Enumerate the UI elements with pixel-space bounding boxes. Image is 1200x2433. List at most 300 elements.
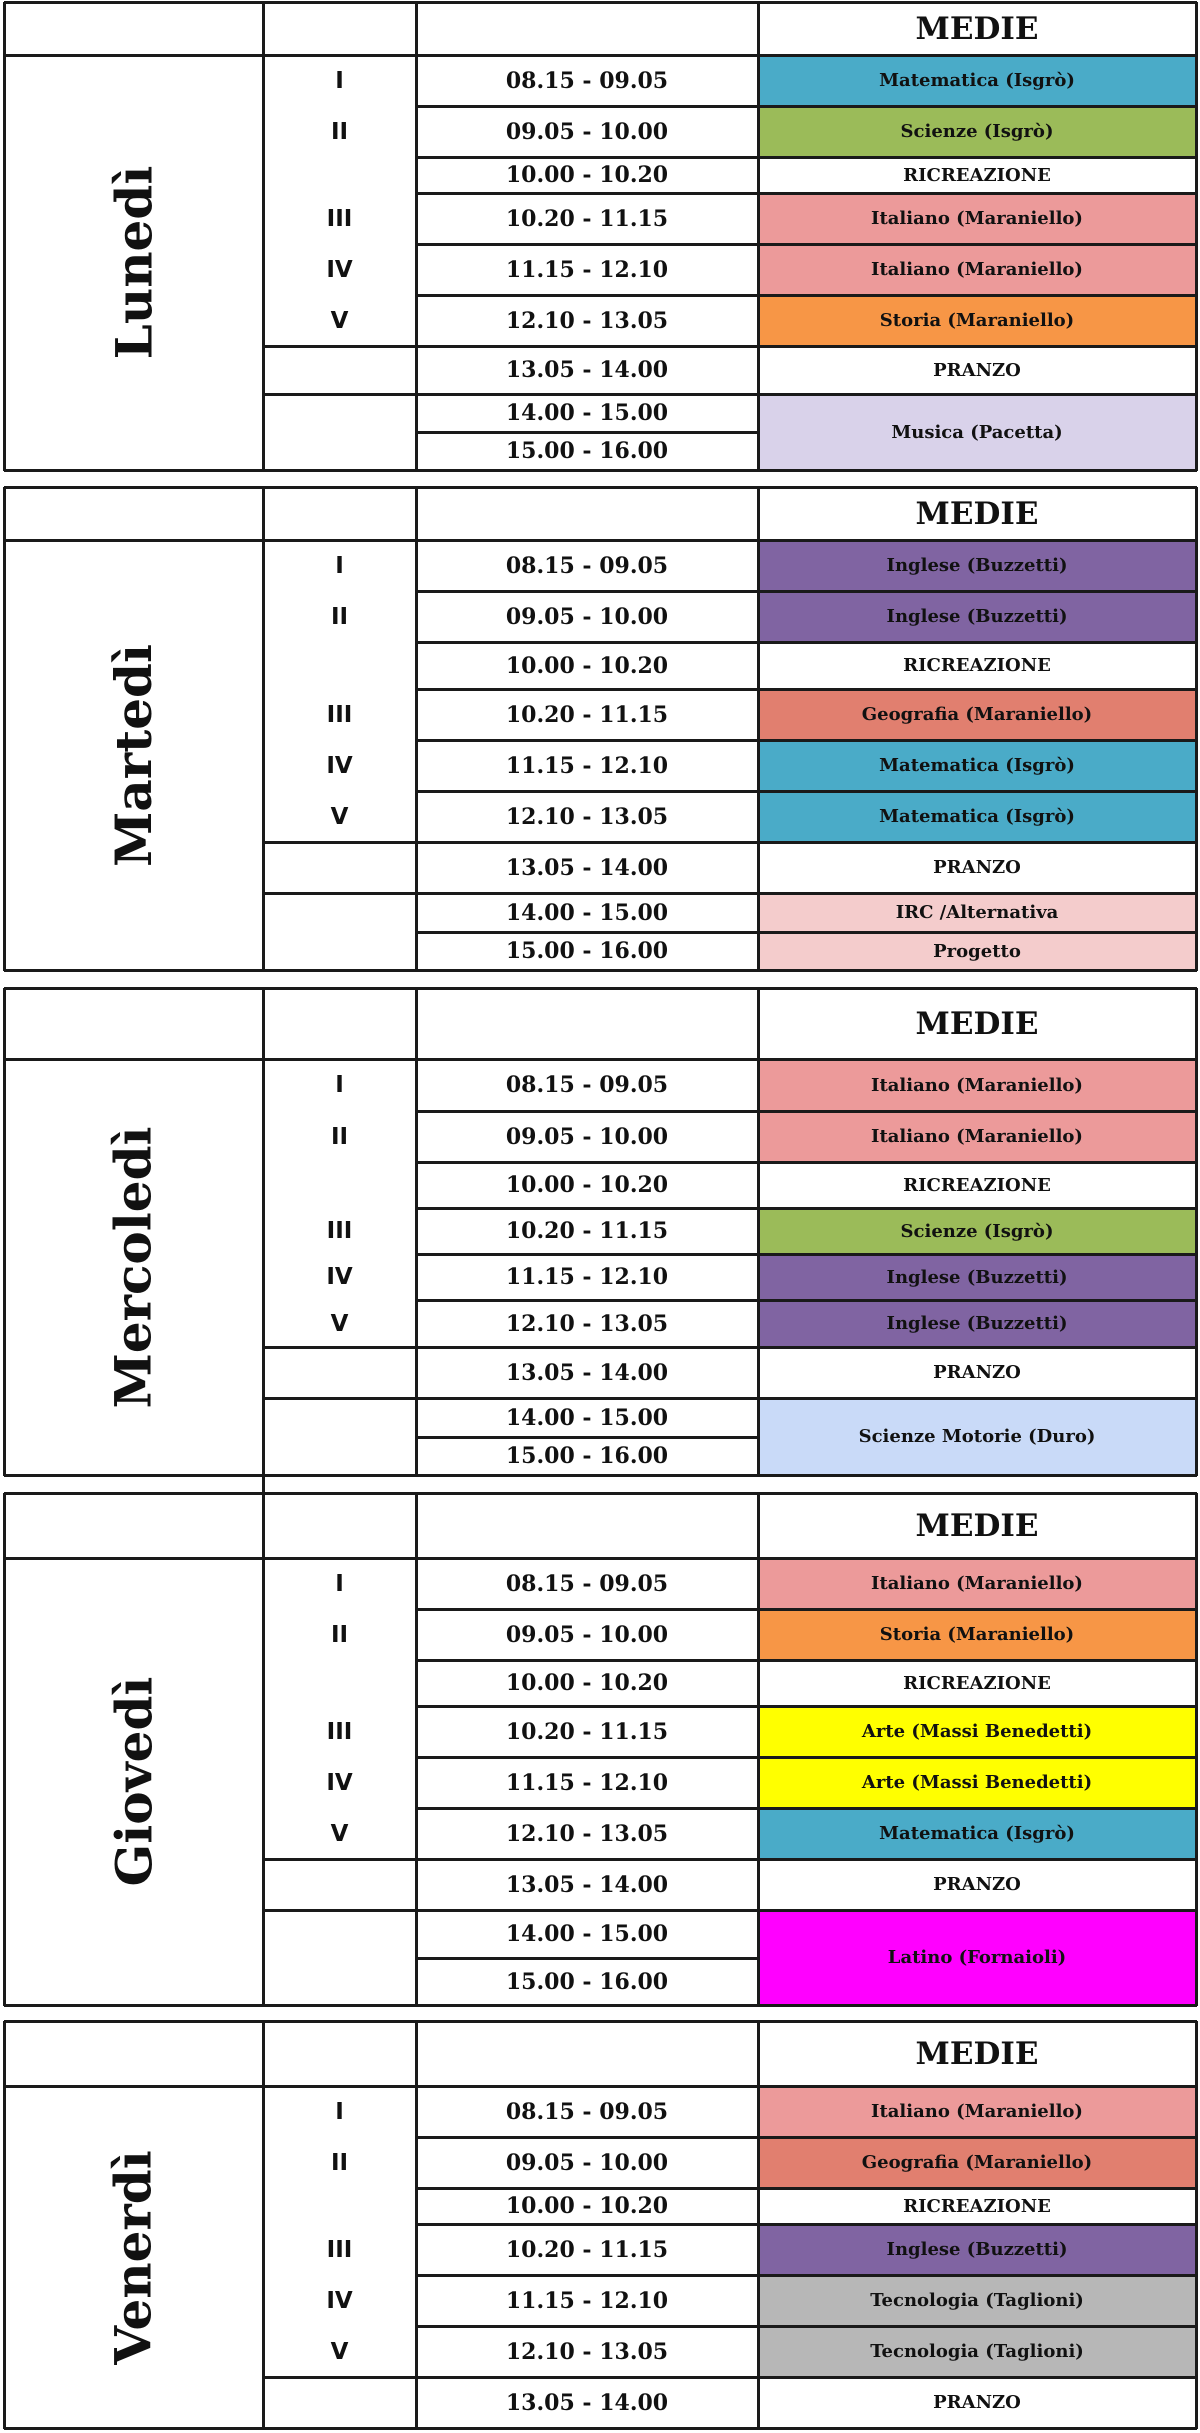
period-label: III	[326, 1218, 353, 1244]
subject-label: Arte (Massi Benedetti)	[861, 1721, 1093, 1742]
time-cell	[416, 791, 758, 842]
time-label: 14.00 - 15.00	[505, 400, 669, 426]
grid-line	[758, 931, 1197, 934]
subject-label: Scienze (Isgrò)	[900, 121, 1054, 142]
time-label: 13.05 - 14.00	[505, 854, 669, 881]
period-cell	[263, 2326, 416, 2377]
grid-line	[4, 1058, 1197, 1061]
grid-line	[262, 2021, 265, 2429]
subject-cell	[758, 193, 1196, 244]
medie-header-label: MEDIE	[915, 10, 1039, 47]
grid-line	[416, 688, 759, 691]
grid-line	[1195, 487, 1198, 971]
subject-label: RICREAZIONE	[903, 2195, 1051, 2217]
time-cell	[416, 689, 758, 740]
grid-line	[263, 345, 417, 348]
period-label: V	[330, 1820, 349, 1847]
grid-line	[263, 1909, 417, 1912]
subject-label: Matematica (Isgrò)	[879, 70, 1075, 91]
grid-line	[416, 431, 759, 434]
grid-line	[758, 1397, 1197, 1400]
grid-line	[758, 1207, 1197, 1210]
time-cell	[416, 1609, 758, 1660]
subject-label: Tecnologia (Taglioni)	[870, 2290, 1084, 2311]
day-name: Lunedì	[103, 165, 163, 360]
subject-cell	[758, 2188, 1196, 2224]
grid-line	[4, 987, 1197, 990]
period-label: III	[326, 701, 353, 728]
period-label: V	[330, 803, 349, 830]
time-cell	[416, 740, 758, 791]
grid-line	[4, 1557, 1197, 1560]
subject-label: Italiano (Maraniello)	[871, 259, 1083, 280]
subject-label: PRANZO	[933, 2392, 1021, 2413]
grid-line	[263, 1346, 417, 1349]
subject-cell	[758, 1609, 1196, 1660]
grid-line	[758, 2223, 1197, 2226]
grid-line	[758, 1608, 1197, 1611]
period-label: II	[330, 603, 349, 630]
time-label: 13.05 - 14.00	[505, 357, 669, 383]
grid-line	[416, 1807, 759, 1810]
time-cell	[416, 591, 758, 642]
time-label: 09.05 - 10.00	[505, 1621, 669, 1648]
day-name: Giovedì	[104, 1676, 163, 1887]
subject-label: Musica (Pacetta)	[891, 421, 1063, 443]
subject-label: Inglese (Buzzetti)	[886, 1266, 1068, 1288]
grid-line	[758, 192, 1197, 195]
subject-label: Geografia (Maraniello)	[861, 704, 1093, 725]
grid-line	[416, 1110, 759, 1113]
subject-cell	[758, 2377, 1196, 2428]
grid-line	[416, 2223, 759, 2226]
grid-line	[4, 469, 1197, 472]
period-cell	[263, 1706, 416, 1757]
medie-header	[758, 988, 1196, 1059]
subject-label: Inglese (Buzzetti)	[886, 555, 1068, 576]
time-label: 12.10 - 13.05	[505, 2338, 669, 2365]
period-label: V	[330, 2338, 349, 2365]
subject-label: Matematica (Isgrò)	[879, 1823, 1075, 1844]
grid-line	[758, 1909, 1197, 1912]
subject-label: Inglese (Buzzetti)	[886, 606, 1068, 627]
subject-cell	[758, 1660, 1196, 1706]
period-label: V	[330, 307, 349, 334]
subject-cell	[758, 591, 1196, 642]
time-label: 11.15 - 12.10	[505, 1264, 669, 1290]
grid-line	[416, 892, 759, 895]
grid-line	[416, 393, 759, 396]
grid-line	[416, 841, 759, 844]
medie-header	[758, 487, 1196, 540]
subject-cell	[758, 642, 1196, 689]
period-label: I	[335, 67, 344, 94]
time-cell	[416, 106, 758, 157]
period-label: IV	[326, 1769, 353, 1796]
grid-line	[4, 1, 1197, 4]
grid-line	[416, 243, 759, 246]
period-cell	[263, 244, 416, 295]
period-cell	[263, 1059, 416, 1111]
time-cell	[416, 893, 758, 932]
time-cell	[416, 244, 758, 295]
grid-line	[758, 688, 1197, 691]
grid-line	[758, 1858, 1197, 1861]
period-label: I	[335, 552, 344, 579]
subject-label: Storia (Maraniello)	[879, 1624, 1075, 1645]
time-cell	[416, 432, 758, 470]
time-cell	[416, 2086, 758, 2137]
subject-cell	[758, 2224, 1196, 2275]
subject-cell	[758, 1808, 1196, 1859]
time-label: 14.00 - 15.00	[505, 899, 669, 926]
subject-cell	[758, 2086, 1196, 2137]
grid-line	[757, 487, 760, 971]
grid-line	[3, 988, 6, 1476]
time-label: 08.15 - 09.05	[505, 1570, 669, 1597]
time-cell	[416, 394, 758, 432]
grid-line	[416, 2274, 759, 2277]
period-label: II	[330, 1123, 349, 1150]
period-cell	[263, 1111, 416, 1162]
subject-label: Italiano (Maraniello)	[871, 2101, 1083, 2122]
medie-header-label: MEDIE	[915, 2035, 1039, 2072]
subject-label: Italiano (Maraniello)	[871, 208, 1083, 229]
time-label: 10.00 - 10.20	[505, 162, 669, 188]
grid-line	[416, 192, 759, 195]
time-cell	[416, 1558, 758, 1609]
day-cell	[4, 1059, 263, 1475]
grid-line	[4, 969, 1197, 972]
subject-cell	[758, 2326, 1196, 2377]
time-label: 13.05 - 14.00	[505, 1359, 669, 1386]
subject-cell	[758, 1558, 1196, 1609]
grid-line	[758, 1705, 1197, 1708]
period-label: III	[326, 1718, 353, 1745]
subject-cell	[758, 106, 1196, 157]
period-cell	[263, 1300, 416, 1347]
period-label: IV	[326, 2287, 353, 2314]
subject-label: Italiano (Maraniello)	[871, 1573, 1083, 1594]
time-label: 09.05 - 10.00	[505, 603, 669, 630]
time-cell	[416, 55, 758, 106]
time-label: 12.10 - 13.05	[505, 803, 669, 830]
grid-line	[416, 1397, 759, 1400]
grid-line	[416, 1756, 759, 1759]
subject-cell	[758, 1706, 1196, 1757]
grid-line	[416, 590, 759, 593]
time-cell	[416, 932, 758, 970]
subject-label: Italiano (Maraniello)	[871, 1126, 1083, 1147]
medie-header-label: MEDIE	[915, 1507, 1039, 1544]
time-cell	[416, 540, 758, 591]
time-label: 10.00 - 10.20	[505, 652, 669, 679]
subject-cell	[758, 740, 1196, 791]
grid-line	[415, 2, 418, 471]
grid-line	[757, 1493, 760, 2006]
day-name: Venerdì	[103, 2149, 163, 2365]
time-cell	[416, 1757, 758, 1808]
time-label: 12.10 - 13.05	[505, 1310, 669, 1337]
time-label: 13.05 - 14.00	[505, 1871, 669, 1898]
subject-cell	[758, 1208, 1196, 1254]
time-label: 15.00 - 16.00	[505, 1443, 669, 1469]
grid-line	[4, 54, 1197, 57]
time-label: 15.00 - 16.00	[505, 1968, 669, 1995]
time-label: 10.00 - 10.20	[505, 1172, 669, 1198]
time-label: 15.00 - 16.00	[505, 938, 669, 964]
grid-line	[758, 590, 1197, 593]
subject-cell	[758, 1059, 1196, 1111]
time-cell	[416, 642, 758, 689]
period-label: II	[330, 2149, 349, 2176]
time-label: 11.15 - 12.10	[505, 2287, 669, 2314]
subject-label: PRANZO	[933, 1362, 1021, 1383]
subject-cell	[758, 244, 1196, 295]
subject-label: Arte (Massi Benedetti)	[861, 1772, 1093, 1793]
grid-line	[416, 156, 759, 159]
period-cell	[263, 1558, 416, 1609]
time-label: 10.20 - 11.15	[505, 1718, 669, 1745]
grid-line	[416, 1436, 759, 1439]
grid-line	[263, 1858, 417, 1861]
time-cell	[416, 1347, 758, 1398]
subject-label: Geografia (Maraniello)	[861, 2152, 1093, 2173]
time-cell	[416, 1910, 758, 1958]
subject-cell	[758, 1859, 1196, 1910]
subject-cell	[758, 540, 1196, 591]
period-cell	[263, 193, 416, 244]
grid-line	[263, 2376, 417, 2379]
subject-label: Progetto	[933, 940, 1021, 962]
medie-header-label: MEDIE	[915, 1005, 1039, 1042]
subject-label: PRANZO	[933, 857, 1021, 878]
period-cell	[263, 689, 416, 740]
subject-label: Scienze Motorie (Duro)	[858, 1426, 1096, 1447]
grid-line	[3, 2, 6, 471]
time-cell	[416, 1162, 758, 1208]
grid-line	[416, 790, 759, 793]
grid-line	[758, 1253, 1197, 1256]
grid-line	[758, 105, 1197, 108]
period-cell	[263, 791, 416, 842]
subject-label: Matematica (Isgrò)	[879, 806, 1075, 827]
time-label: 12.10 - 13.05	[505, 1820, 669, 1847]
medie-header	[758, 2021, 1196, 2086]
grid-line	[758, 841, 1197, 844]
grid-line	[4, 2427, 1197, 2430]
time-cell	[416, 1300, 758, 1347]
time-label: 08.15 - 09.05	[505, 67, 669, 94]
grid-line	[416, 1608, 759, 1611]
period-cell	[263, 540, 416, 591]
subject-label: Scienze (Isgrò)	[900, 1220, 1054, 1242]
day-cell	[4, 1558, 263, 2005]
subject-cell	[758, 1111, 1196, 1162]
subject-cell	[758, 842, 1196, 893]
grid-line	[416, 1858, 759, 1861]
subject-label: RICREAZIONE	[903, 655, 1051, 676]
grid-line	[4, 486, 1197, 489]
time-cell	[416, 2137, 758, 2188]
period-cell	[263, 106, 416, 157]
grid-line	[4, 2085, 1197, 2088]
time-cell	[416, 2275, 758, 2326]
grid-line	[415, 1493, 418, 2006]
grid-line	[262, 988, 265, 1476]
time-cell	[416, 193, 758, 244]
period-label: V	[330, 1310, 349, 1337]
time-cell	[416, 2326, 758, 2377]
grid-line	[758, 2325, 1197, 2328]
time-label: 11.15 - 12.10	[505, 256, 669, 283]
grid-line	[4, 2004, 1197, 2007]
grid-line	[416, 1957, 759, 1960]
period-cell	[263, 591, 416, 642]
grid-line	[415, 487, 418, 971]
subject-cell	[758, 157, 1196, 193]
time-label: 09.05 - 10.00	[505, 118, 669, 145]
time-label: 12.10 - 13.05	[505, 307, 669, 334]
time-cell	[416, 1398, 758, 1437]
grid-line	[4, 1474, 1197, 1477]
grid-line	[1195, 1493, 1198, 2006]
grid-line	[758, 1659, 1197, 1662]
time-label: 10.20 - 11.15	[505, 1218, 669, 1244]
grid-line	[416, 931, 759, 934]
grid-line	[758, 641, 1197, 644]
period-cell	[263, 1808, 416, 1859]
period-cell	[263, 1757, 416, 1808]
period-cell	[263, 1254, 416, 1300]
time-label: 08.15 - 09.05	[505, 552, 669, 579]
period-cell	[263, 2086, 416, 2137]
subject-cell	[758, 2137, 1196, 2188]
period-label: II	[330, 118, 349, 145]
subject-cell	[758, 394, 1196, 470]
day-name: Mercoledì	[104, 1125, 163, 1409]
subject-label: RICREAZIONE	[903, 1174, 1051, 1196]
time-cell	[416, 1111, 758, 1162]
time-cell	[416, 346, 758, 394]
time-cell	[416, 1059, 758, 1111]
subject-label: Storia (Maraniello)	[879, 310, 1075, 331]
period-cell	[263, 2275, 416, 2326]
grid-line	[758, 1346, 1197, 1349]
grid-line	[416, 1161, 759, 1164]
grid-line	[758, 892, 1197, 895]
subject-cell	[758, 689, 1196, 740]
medie-header	[758, 1493, 1196, 1558]
time-label: 15.00 - 16.00	[505, 438, 669, 464]
time-cell	[416, 2224, 758, 2275]
grid-line	[416, 2136, 759, 2139]
time-label: 08.15 - 09.05	[505, 1072, 669, 1098]
grid-line	[4, 2020, 1197, 2023]
time-label: 08.15 - 09.05	[505, 2098, 669, 2125]
grid-line	[416, 1299, 759, 1302]
time-label: 10.20 - 11.15	[505, 205, 669, 232]
time-label: 11.15 - 12.10	[505, 752, 669, 779]
time-label: 10.00 - 10.20	[505, 1670, 669, 1696]
period-label: I	[335, 1570, 344, 1597]
subject-label: RICREAZIONE	[903, 1672, 1051, 1694]
period-label: I	[335, 1072, 344, 1098]
subject-cell	[758, 791, 1196, 842]
time-cell	[416, 1808, 758, 1859]
day-cell	[4, 540, 263, 970]
grid-line	[416, 294, 759, 297]
subject-label: Tecnologia (Taglioni)	[870, 2341, 1084, 2362]
time-cell	[416, 1208, 758, 1254]
time-cell	[416, 842, 758, 893]
time-cell	[416, 1660, 758, 1706]
subject-label: RICREAZIONE	[903, 164, 1051, 186]
grid-line	[415, 988, 418, 1476]
grid-line	[758, 294, 1197, 297]
grid-line	[758, 1299, 1197, 1302]
day-cell	[4, 55, 263, 470]
grid-line	[757, 988, 760, 1476]
period-cell	[263, 295, 416, 346]
subject-label: PRANZO	[933, 1874, 1021, 1895]
period-label: III	[326, 2236, 353, 2263]
time-cell	[416, 1958, 758, 2005]
grid-line	[263, 393, 417, 396]
grid-line	[416, 1346, 759, 1349]
period-label: IV	[326, 256, 353, 283]
grid-line	[758, 393, 1197, 396]
subject-label: Inglese (Buzzetti)	[886, 1313, 1068, 1334]
period-cell	[263, 1609, 416, 1660]
grid-line	[758, 1161, 1197, 1164]
grid-line	[3, 2021, 6, 2429]
subject-cell	[758, 295, 1196, 346]
medie-header	[758, 2, 1196, 55]
time-cell	[416, 1437, 758, 1475]
subject-cell	[758, 2275, 1196, 2326]
grid-line	[262, 2, 265, 471]
subject-label: Latino (Fornaioli)	[887, 1947, 1067, 1968]
grid-line	[262, 487, 265, 971]
time-label: 14.00 - 15.00	[505, 1404, 669, 1431]
grid-line	[758, 156, 1197, 159]
grid-line	[416, 1253, 759, 1256]
time-label: 09.05 - 10.00	[505, 2149, 669, 2176]
period-cell	[263, 2137, 416, 2188]
grid-line	[262, 1493, 265, 2006]
grid-line	[416, 1659, 759, 1662]
time-label: 14.00 - 15.00	[505, 1921, 669, 1947]
period-label: II	[330, 1621, 349, 1648]
subject-label: PRANZO	[933, 359, 1021, 381]
subject-cell	[758, 1254, 1196, 1300]
grid-line	[758, 2376, 1197, 2379]
time-cell	[416, 295, 758, 346]
grid-line	[416, 105, 759, 108]
grid-line	[416, 2325, 759, 2328]
time-cell	[416, 1254, 758, 1300]
time-cell	[416, 2377, 758, 2428]
period-cell	[263, 2224, 416, 2275]
grid-line	[416, 1909, 759, 1912]
time-cell	[416, 2188, 758, 2224]
time-cell	[416, 1859, 758, 1910]
subject-label: Italiano (Maraniello)	[871, 1074, 1083, 1096]
grid-line	[758, 2187, 1197, 2190]
grid-line	[262, 1475, 265, 1493]
day-cell	[4, 2086, 263, 2428]
